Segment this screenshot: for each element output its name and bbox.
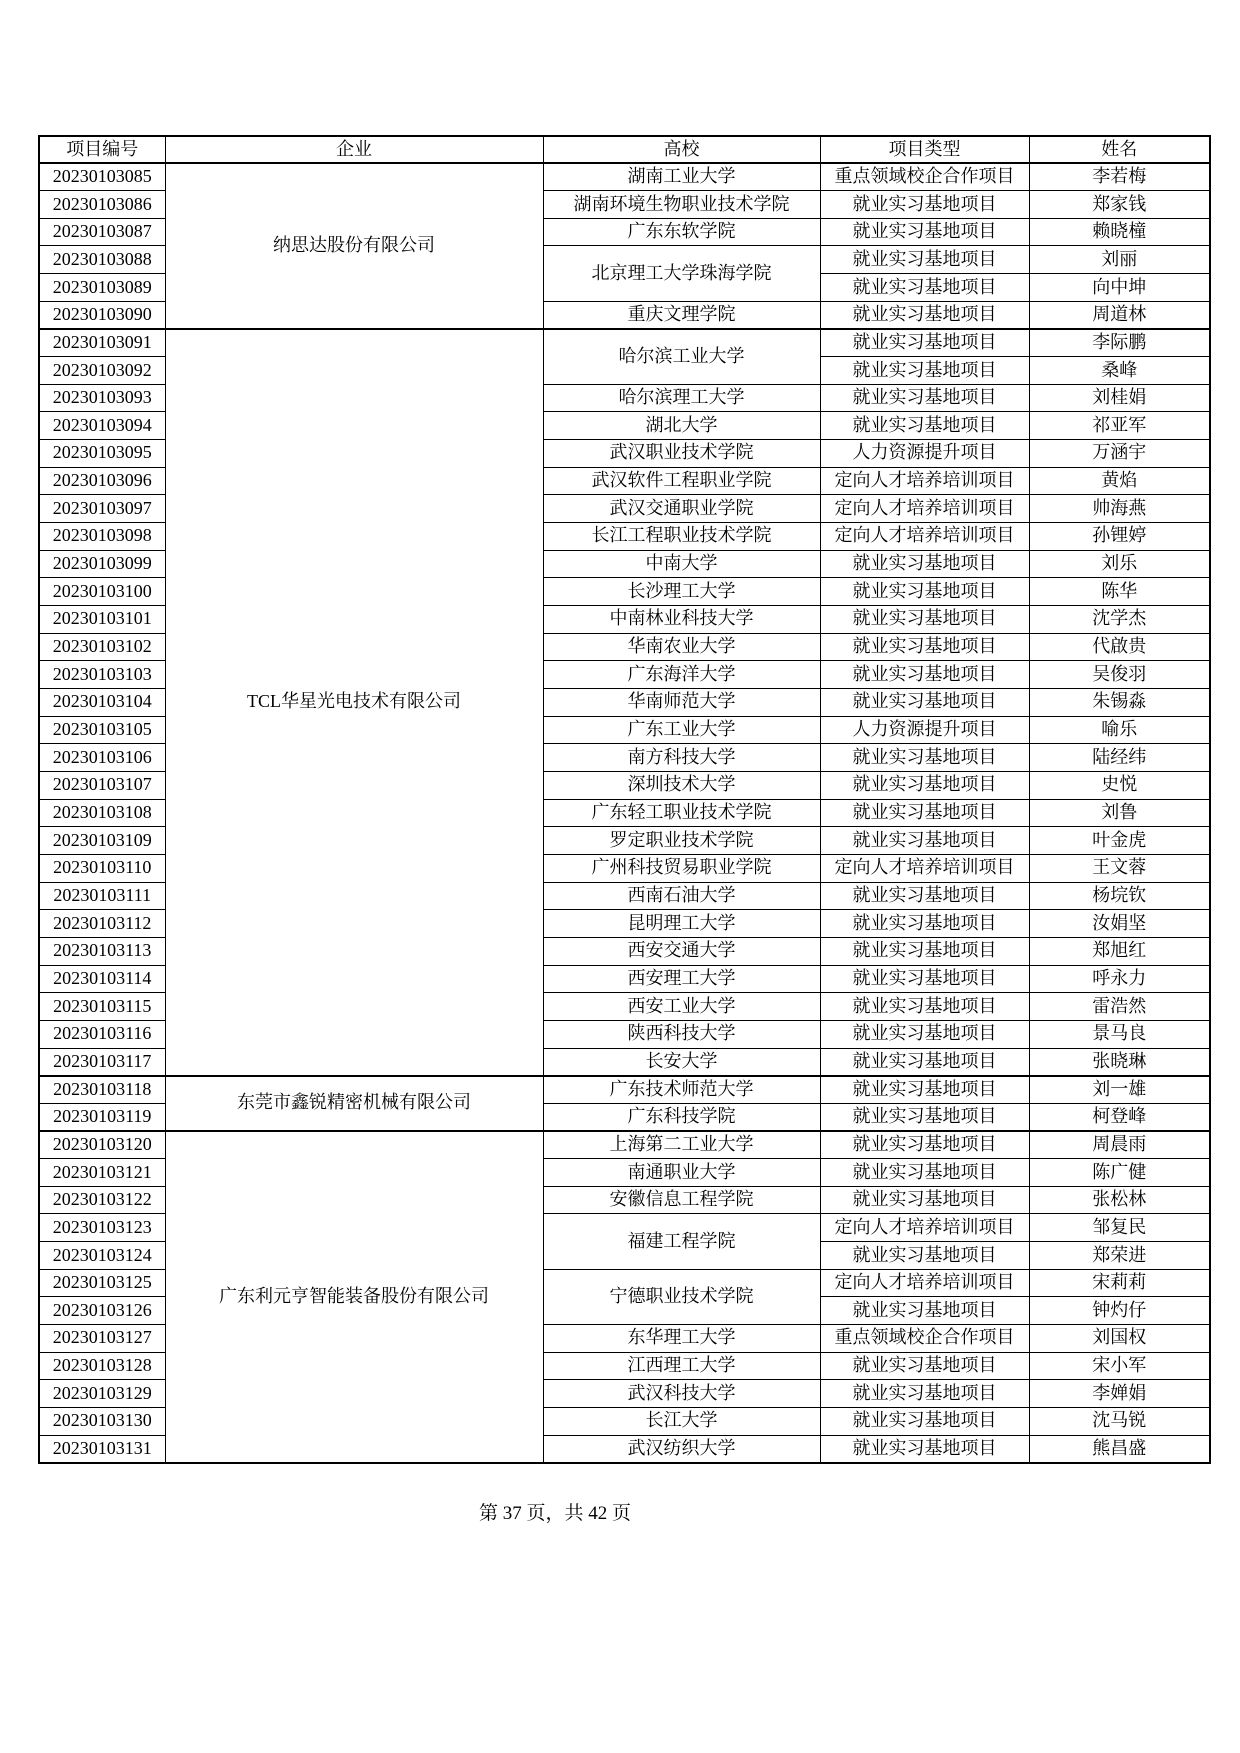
- cell-school: 广东轻工职业技术学院: [543, 799, 820, 827]
- cell-school: 上海第二工业大学: [543, 1131, 820, 1159]
- cell-school: 西安交通大学: [543, 937, 820, 965]
- cell-project-id: 20230103091: [39, 329, 165, 357]
- cell-project-id: 20230103087: [39, 218, 165, 246]
- cell-project-id: 20230103128: [39, 1352, 165, 1380]
- cell-project-id: 20230103117: [39, 1048, 165, 1076]
- cell-project-type: 就业实习基地项目: [820, 1380, 1029, 1408]
- cell-name: 张晓琳: [1029, 1048, 1210, 1076]
- cell-project-type: 就业实习基地项目: [820, 1352, 1029, 1380]
- cell-name: 刘乐: [1029, 550, 1210, 578]
- cell-project-type: 就业实习基地项目: [820, 246, 1029, 274]
- cell-project-type: 就业实习基地项目: [820, 218, 1029, 246]
- cell-project-type: 就业实习基地项目: [820, 1435, 1029, 1463]
- cell-name: 吴俊羽: [1029, 661, 1210, 689]
- cell-project-id: 20230103126: [39, 1297, 165, 1325]
- cell-project-id: 20230103103: [39, 661, 165, 689]
- page-footer: 第 37 页，共 42 页: [478, 1503, 631, 1524]
- cell-name: 宋莉莉: [1029, 1269, 1210, 1297]
- cell-project-type: 重点领域校企合作项目: [820, 163, 1029, 191]
- cell-project-type: 就业实习基地项目: [820, 1297, 1029, 1325]
- cell-project-type: 就业实习基地项目: [820, 882, 1029, 910]
- cell-school: 北京理工大学珠海学院: [543, 246, 820, 301]
- cell-name: 王文蓉: [1029, 854, 1210, 882]
- cell-project-type: 就业实习基地项目: [820, 688, 1029, 716]
- cell-school: 南通职业大学: [543, 1159, 820, 1187]
- cell-project-type: 就业实习基地项目: [820, 910, 1029, 938]
- cell-project-type: 就业实习基地项目: [820, 550, 1029, 578]
- cell-name: 汝娟坚: [1029, 910, 1210, 938]
- cell-project-type: 就业实习基地项目: [820, 771, 1029, 799]
- cell-project-id: 20230103099: [39, 550, 165, 578]
- cell-project-type: 就业实习基地项目: [820, 329, 1029, 357]
- cell-school: 江西理工大学: [543, 1352, 820, 1380]
- cell-school: 湖北大学: [543, 412, 820, 440]
- cell-name: 万涵宇: [1029, 440, 1210, 468]
- cell-name: 黄焰: [1029, 467, 1210, 495]
- cell-name: 沈马锐: [1029, 1408, 1210, 1436]
- cell-project-id: 20230103088: [39, 246, 165, 274]
- cell-project-type: 就业实习基地项目: [820, 578, 1029, 606]
- cell-name: 雷浩然: [1029, 993, 1210, 1021]
- cell-project-type: 就业实习基地项目: [820, 1103, 1029, 1131]
- cell-school: 宁德职业技术学院: [543, 1269, 820, 1324]
- column-header: 项目类型: [820, 136, 1029, 163]
- project-table: [38, 135, 1211, 1464]
- cell-company: 东莞市鑫锐精密机械有限公司: [165, 1076, 543, 1131]
- cell-school: 武汉职业技术学院: [543, 440, 820, 468]
- cell-name: 钟灼仔: [1029, 1297, 1210, 1325]
- cell-project-type: 就业实习基地项目: [820, 744, 1029, 772]
- cell-name: 李若梅: [1029, 163, 1210, 191]
- column-header: 姓名: [1029, 136, 1210, 163]
- cell-project-id: 20230103122: [39, 1186, 165, 1214]
- cell-school: 哈尔滨工业大学: [543, 329, 820, 384]
- cell-project-id: 20230103109: [39, 827, 165, 855]
- cell-school: 广东工业大学: [543, 716, 820, 744]
- cell-name: 景马良: [1029, 1020, 1210, 1048]
- cell-project-type: 定向人才培养培训项目: [820, 854, 1029, 882]
- cell-name: 孙锂婷: [1029, 523, 1210, 551]
- cell-project-type: 就业实习基地项目: [820, 1076, 1029, 1104]
- cell-project-type: 就业实习基地项目: [820, 384, 1029, 412]
- cell-project-id: 20230103086: [39, 191, 165, 219]
- cell-school: 武汉纺织大学: [543, 1435, 820, 1463]
- cell-school: 西南石油大学: [543, 882, 820, 910]
- cell-school: 昆明理工大学: [543, 910, 820, 938]
- cell-school: 广东东软学院: [543, 218, 820, 246]
- table-row: [39, 1131, 1210, 1159]
- cell-name: 刘国权: [1029, 1325, 1210, 1353]
- cell-name: 李婵娟: [1029, 1380, 1210, 1408]
- cell-school: 福建工程学院: [543, 1214, 820, 1269]
- table-row: [39, 163, 1210, 191]
- cell-school: 华南师范大学: [543, 688, 820, 716]
- cell-project-type: 就业实习基地项目: [820, 799, 1029, 827]
- cell-project-id: 20230103129: [39, 1380, 165, 1408]
- cell-school: 广东科技学院: [543, 1103, 820, 1131]
- cell-project-id: 20230103106: [39, 744, 165, 772]
- cell-name: 郑家钱: [1029, 191, 1210, 219]
- cell-project-type: 就业实习基地项目: [820, 633, 1029, 661]
- cell-name: 邹复民: [1029, 1214, 1210, 1242]
- cell-name: 向中坤: [1029, 274, 1210, 302]
- cell-project-type: 人力资源提升项目: [820, 716, 1029, 744]
- cell-project-id: 20230103100: [39, 578, 165, 606]
- cell-name: 陈华: [1029, 578, 1210, 606]
- cell-name: 刘鲁: [1029, 799, 1210, 827]
- cell-name: 刘桂娟: [1029, 384, 1210, 412]
- cell-school: 长江工程职业技术学院: [543, 523, 820, 551]
- cell-name: 陆经纬: [1029, 744, 1210, 772]
- cell-project-type: 定向人才培养培训项目: [820, 1214, 1029, 1242]
- cell-project-id: 20230103092: [39, 357, 165, 385]
- cell-school: 重庆文理学院: [543, 301, 820, 329]
- cell-project-type: 就业实习基地项目: [820, 1159, 1029, 1187]
- table-row: [39, 329, 1210, 357]
- cell-name: 叶金虎: [1029, 827, 1210, 855]
- cell-name: 帅海燕: [1029, 495, 1210, 523]
- cell-name: 柯登峰: [1029, 1103, 1210, 1131]
- cell-project-type: 定向人才培养培训项目: [820, 523, 1029, 551]
- cell-school: 陕西科技大学: [543, 1020, 820, 1048]
- cell-project-id: 20230103118: [39, 1076, 165, 1104]
- cell-name: 刘一雄: [1029, 1076, 1210, 1104]
- cell-school: 武汉交通职业学院: [543, 495, 820, 523]
- cell-project-type: 重点领域校企合作项目: [820, 1325, 1029, 1353]
- cell-school: 中南林业科技大学: [543, 606, 820, 634]
- cell-name: 宋小军: [1029, 1352, 1210, 1380]
- cell-project-id: 20230103113: [39, 937, 165, 965]
- cell-name: 朱锡淼: [1029, 688, 1210, 716]
- cell-project-type: 定向人才培养培训项目: [820, 1269, 1029, 1297]
- cell-project-id: 20230103095: [39, 440, 165, 468]
- cell-project-id: 20230103085: [39, 163, 165, 191]
- cell-project-id: 20230103094: [39, 412, 165, 440]
- cell-school: 湖南环境生物职业技术学院: [543, 191, 820, 219]
- cell-project-id: 20230103089: [39, 274, 165, 302]
- cell-school: 哈尔滨理工大学: [543, 384, 820, 412]
- cell-name: 熊昌盛: [1029, 1435, 1210, 1463]
- cell-project-type: 就业实习基地项目: [820, 993, 1029, 1021]
- cell-project-id: 20230103108: [39, 799, 165, 827]
- cell-company: 纳思达股份有限公司: [165, 163, 543, 329]
- cell-company: TCL华星光电技术有限公司: [165, 329, 543, 1076]
- cell-project-id: 20230103105: [39, 716, 165, 744]
- cell-project-type: 人力资源提升项目: [820, 440, 1029, 468]
- cell-project-id: 20230103098: [39, 523, 165, 551]
- cell-school: 广东技术师范大学: [543, 1076, 820, 1104]
- cell-project-id: 20230103090: [39, 301, 165, 329]
- cell-project-type: 就业实习基地项目: [820, 827, 1029, 855]
- cell-project-id: 20230103107: [39, 771, 165, 799]
- cell-project-id: 20230103093: [39, 384, 165, 412]
- cell-name: 张松林: [1029, 1186, 1210, 1214]
- cell-project-id: 20230103123: [39, 1214, 165, 1242]
- cell-project-type: 就业实习基地项目: [820, 965, 1029, 993]
- cell-project-id: 20230103120: [39, 1131, 165, 1159]
- cell-project-type: 就业实习基地项目: [820, 301, 1029, 329]
- cell-project-type: 就业实习基地项目: [820, 937, 1029, 965]
- cell-school: 武汉科技大学: [543, 1380, 820, 1408]
- cell-school: 长沙理工大学: [543, 578, 820, 606]
- cell-school: 深圳技术大学: [543, 771, 820, 799]
- cell-name: 李际鹏: [1029, 329, 1210, 357]
- cell-school: 长江大学: [543, 1408, 820, 1436]
- cell-name: 周道林: [1029, 301, 1210, 329]
- cell-school: 安徽信息工程学院: [543, 1186, 820, 1214]
- cell-school: 西安理工大学: [543, 965, 820, 993]
- table-header-row: [39, 136, 1210, 163]
- cell-school: 罗定职业技术学院: [543, 827, 820, 855]
- cell-school: 华南农业大学: [543, 633, 820, 661]
- cell-project-id: 20230103104: [39, 688, 165, 716]
- cell-company: 广东利元亨智能装备股份有限公司: [165, 1131, 543, 1463]
- cell-project-type: 就业实习基地项目: [820, 1186, 1029, 1214]
- cell-project-type: 就业实习基地项目: [820, 1408, 1029, 1436]
- cell-school: 广州科技贸易职业学院: [543, 854, 820, 882]
- cell-name: 沈学杰: [1029, 606, 1210, 634]
- cell-name: 刘丽: [1029, 246, 1210, 274]
- column-header: 高校: [543, 136, 820, 163]
- cell-name: 郑旭红: [1029, 937, 1210, 965]
- cell-project-id: 20230103096: [39, 467, 165, 495]
- cell-project-id: 20230103125: [39, 1269, 165, 1297]
- cell-project-id: 20230103110: [39, 854, 165, 882]
- cell-project-id: 20230103121: [39, 1159, 165, 1187]
- cell-school: 中南大学: [543, 550, 820, 578]
- cell-school: 湖南工业大学: [543, 163, 820, 191]
- cell-project-id: 20230103114: [39, 965, 165, 993]
- cell-project-id: 20230103116: [39, 1020, 165, 1048]
- cell-project-type: 就业实习基地项目: [820, 412, 1029, 440]
- cell-project-id: 20230103112: [39, 910, 165, 938]
- cell-project-type: 就业实习基地项目: [820, 1242, 1029, 1270]
- cell-project-type: 就业实习基地项目: [820, 661, 1029, 689]
- cell-name: 郑荣进: [1029, 1242, 1210, 1270]
- cell-project-type: 就业实习基地项目: [820, 1020, 1029, 1048]
- cell-project-id: 20230103102: [39, 633, 165, 661]
- cell-name: 呼永力: [1029, 965, 1210, 993]
- cell-name: 周晨雨: [1029, 1131, 1210, 1159]
- cell-project-type: 就业实习基地项目: [820, 606, 1029, 634]
- cell-project-id: 20230103101: [39, 606, 165, 634]
- cell-school: 长安大学: [543, 1048, 820, 1076]
- cell-project-type: 就业实习基地项目: [820, 1048, 1029, 1076]
- cell-name: 陈广健: [1029, 1159, 1210, 1187]
- cell-project-type: 就业实习基地项目: [820, 1131, 1029, 1159]
- cell-project-type: 就业实习基地项目: [820, 357, 1029, 385]
- cell-school: 南方科技大学: [543, 744, 820, 772]
- cell-project-id: 20230103130: [39, 1408, 165, 1436]
- cell-school: 东华理工大学: [543, 1325, 820, 1353]
- column-header: 企业: [165, 136, 543, 163]
- cell-project-id: 20230103097: [39, 495, 165, 523]
- cell-project-type: 定向人才培养培训项目: [820, 495, 1029, 523]
- cell-project-id: 20230103127: [39, 1325, 165, 1353]
- cell-name: 赖晓橦: [1029, 218, 1210, 246]
- column-header: 项目编号: [39, 136, 165, 163]
- cell-project-id: 20230103131: [39, 1435, 165, 1463]
- table-row: [39, 1076, 1210, 1104]
- cell-name: 桑峰: [1029, 357, 1210, 385]
- cell-school: 武汉软件工程职业学院: [543, 467, 820, 495]
- cell-project-id: 20230103124: [39, 1242, 165, 1270]
- cell-project-type: 就业实习基地项目: [820, 274, 1029, 302]
- cell-school: 西安工业大学: [543, 993, 820, 1021]
- cell-name: 祁亚军: [1029, 412, 1210, 440]
- cell-project-id: 20230103111: [39, 882, 165, 910]
- cell-school: 广东海洋大学: [543, 661, 820, 689]
- cell-project-type: 就业实习基地项目: [820, 191, 1029, 219]
- cell-name: 喻乐: [1029, 716, 1210, 744]
- cell-name: 杨垸钦: [1029, 882, 1210, 910]
- cell-project-type: 定向人才培养培训项目: [820, 467, 1029, 495]
- cell-name: 代啟贵: [1029, 633, 1210, 661]
- cell-project-id: 20230103115: [39, 993, 165, 1021]
- cell-name: 史悦: [1029, 771, 1210, 799]
- cell-project-id: 20230103119: [39, 1103, 165, 1131]
